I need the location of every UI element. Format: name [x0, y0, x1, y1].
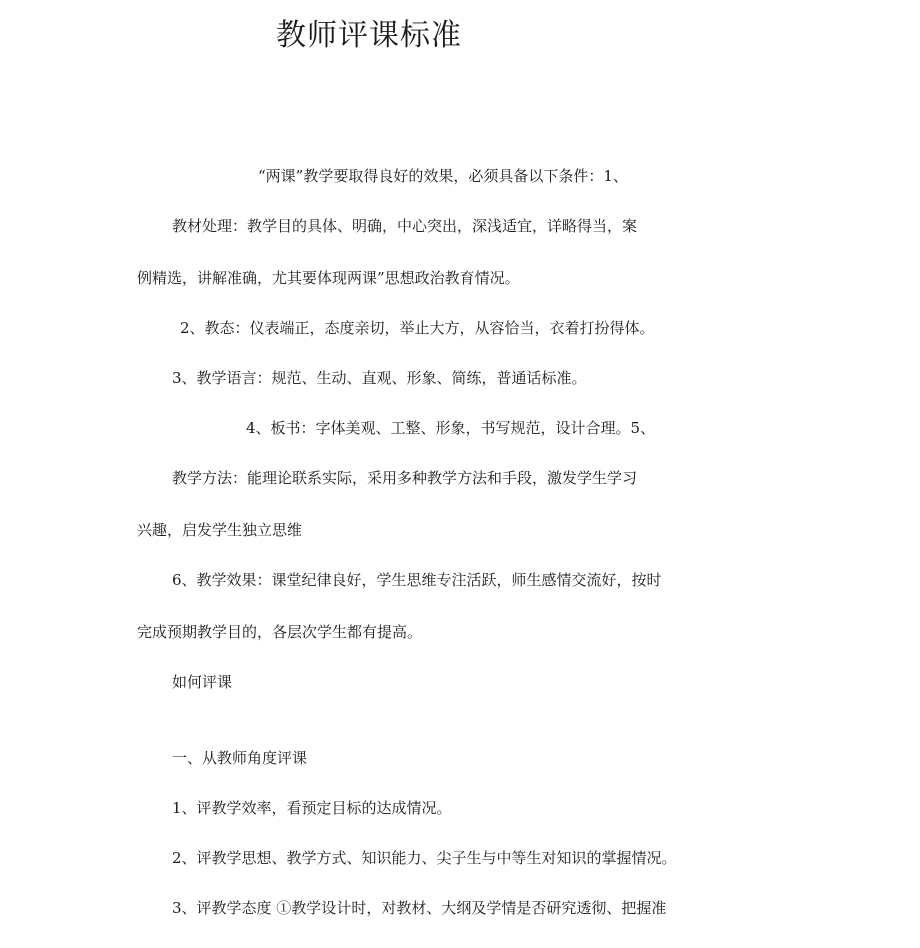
paragraph-line: 4、板书：字体美观、工整、形象，书写规范，设计合理。5、	[246, 419, 656, 437]
paragraph-line: 6、教学效果：课堂纪律良好，学生思维专注活跃，师生感情交流好，按时	[172, 571, 662, 589]
document-title: 教师评课标准	[276, 18, 462, 53]
section-heading: 如何评课	[172, 673, 233, 691]
paragraph-line: 2、评教学思想、教学方式、知识能力、尖子生与中等生对知识的掌握情况。	[172, 849, 677, 867]
paragraph-line: 教材处理：教学目的具体、明确，中心突出，深浅适宜，详略得当，案	[172, 217, 638, 235]
paragraph-line: 例精选，讲解准确，尤其要体现两课”思想政治教育情况。	[137, 269, 520, 287]
paragraph-line: 3、教学语言：规范、生动、直观、形象、简练，普通话标准。	[172, 369, 587, 387]
paragraph-line: 兴趣，启发学生独立思维	[137, 521, 303, 539]
paragraph-line: 2、教态：仪表端正，态度亲切，举止大方，从容恰当，衣着打扮得体。	[180, 319, 655, 337]
paragraph-line: 教学方法：能理论联系实际，采用多种教学方法和手段，激发学生学习	[172, 469, 638, 487]
paragraph-line: 完成预期教学目的，各层次学生都有提高。	[137, 623, 423, 641]
paragraph-line: 3、评教学态度 ①教学设计时，对教材、大纲及学情是否研究透彻、把握准	[172, 899, 667, 917]
paragraph-line: “两课”教学要取得良好的效果，必须具备以下条件：1、	[258, 167, 628, 185]
paragraph-line: 1、评教学效率，看预定目标的达成情况。	[172, 799, 452, 817]
section-heading: 一、从教师角度评课	[172, 749, 308, 767]
